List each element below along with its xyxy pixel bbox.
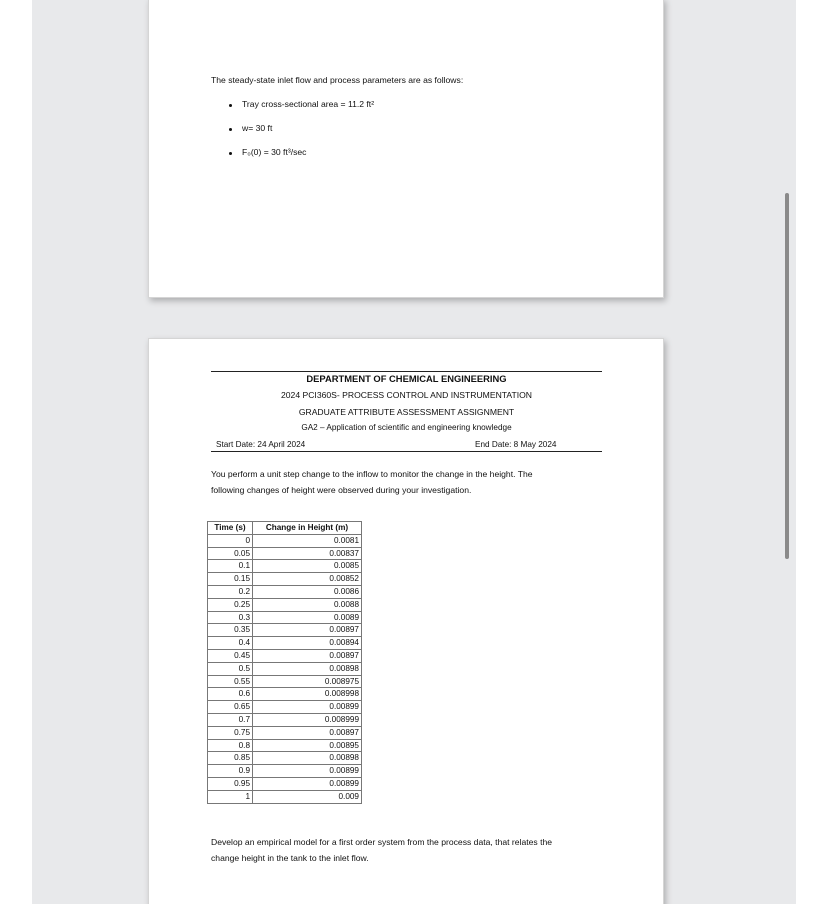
document-viewer[interactable] [32, 0, 796, 904]
height-cell: 0.00894 [253, 637, 362, 650]
paragraph-line: Develop an empirical model for a first order system from the process data, that relates the [211, 837, 553, 847]
height-cell: 0.0081 [253, 534, 362, 547]
time-cell: 0.05 [208, 547, 253, 560]
time-cell: 0.1 [208, 560, 253, 573]
time-column-header: Time (s) [208, 522, 253, 535]
time-cell: 0.75 [208, 726, 253, 739]
document-page-2 [148, 338, 664, 904]
vertical-scrollbar[interactable] [785, 193, 789, 559]
table-row [208, 573, 362, 586]
paragraph-line: You perform a unit step change to the inflow to monitor the change in the height. The [211, 469, 533, 479]
end-date: End Date: 8 May 2024 [475, 440, 557, 449]
table-row [208, 560, 362, 573]
bullet-item: w= 30 ft [242, 123, 273, 133]
table-row [208, 713, 362, 726]
table-row [208, 765, 362, 778]
time-cell: 0.2 [208, 585, 253, 598]
time-cell: 0 [208, 534, 253, 547]
time-cell: 0.35 [208, 624, 253, 637]
height-cell: 0.00899 [253, 701, 362, 714]
time-cell: 0.8 [208, 739, 253, 752]
table-row [208, 547, 362, 560]
time-cell: 0.45 [208, 649, 253, 662]
time-cell: 1 [208, 790, 253, 803]
height-cell: 0.0085 [253, 560, 362, 573]
bullet-icon [229, 152, 232, 155]
height-cell: 0.00837 [253, 547, 362, 560]
height-cell: 0.0089 [253, 611, 362, 624]
height-cell: 0.0088 [253, 598, 362, 611]
table-row [208, 777, 362, 790]
table-row [208, 611, 362, 624]
time-cell: 0.9 [208, 765, 253, 778]
height-cell: 0.0086 [253, 585, 362, 598]
time-cell: 0.4 [208, 637, 253, 650]
height-cell: 0.00897 [253, 649, 362, 662]
table-row [208, 688, 362, 701]
time-cell: 0.65 [208, 701, 253, 714]
table-row [208, 585, 362, 598]
header-bottom-rule [211, 451, 602, 452]
table-header-row [208, 522, 362, 535]
paragraph-line: change height in the tank to the inlet flow. [211, 853, 369, 863]
height-cell: 0.008999 [253, 713, 362, 726]
height-cell: 0.00898 [253, 752, 362, 765]
bullet-icon [229, 128, 232, 131]
table-row [208, 675, 362, 688]
table-row [208, 701, 362, 714]
height-data-table [207, 521, 362, 804]
height-cell: 0.00897 [253, 624, 362, 637]
time-cell: 0.3 [208, 611, 253, 624]
course-title: 2024 PCI360S- PROCESS CONTROL AND INSTRUMENTATION [280, 390, 533, 400]
table-row [208, 790, 362, 803]
time-cell: 0.25 [208, 598, 253, 611]
bullet-item: Tray cross-sectional area = 11.2 ft² [242, 99, 375, 109]
time-cell: 0.55 [208, 675, 253, 688]
height-cell: 0.008975 [253, 675, 362, 688]
time-cell: 0.15 [208, 573, 253, 586]
height-column-header: Change in Height (m) [253, 522, 362, 535]
height-cell: 0.00897 [253, 726, 362, 739]
height-cell: 0.00895 [253, 739, 362, 752]
assignment-title: GRADUATE ATTRIBUTE ASSESSMENT ASSIGNMENT [298, 407, 515, 417]
height-cell: 0.00899 [253, 765, 362, 778]
table-row [208, 624, 362, 637]
table-row [208, 739, 362, 752]
table-row [208, 598, 362, 611]
height-cell: 0.00898 [253, 662, 362, 675]
height-cell: 0.00899 [253, 777, 362, 790]
start-date: Start Date: 24 April 2024 [216, 440, 306, 449]
time-cell: 0.85 [208, 752, 253, 765]
parameters-intro: The steady-state inlet flow and process parameters are as follows: [211, 75, 464, 85]
bullet-item: F₀(0) = 30 ft³/sec [242, 147, 307, 157]
table-row [208, 726, 362, 739]
time-cell: 0.6 [208, 688, 253, 701]
time-cell: 0.7 [208, 713, 253, 726]
document-page-1 [148, 0, 664, 298]
bullet-icon [229, 104, 232, 107]
table-row [208, 662, 362, 675]
table-row [208, 637, 362, 650]
height-cell: 0.009 [253, 790, 362, 803]
graduate-attribute: GA2 – Application of scientific and engineering knowledge [301, 423, 512, 432]
height-cell: 0.008998 [253, 688, 362, 701]
table-row [208, 534, 362, 547]
header-top-rule [211, 371, 602, 372]
height-cell: 0.00852 [253, 573, 362, 586]
table-row [208, 752, 362, 765]
table-row [208, 649, 362, 662]
time-cell: 0.95 [208, 777, 253, 790]
paragraph-line: following changes of height were observed during your investigation. [211, 485, 472, 495]
department-title: DEPARTMENT OF CHEMICAL ENGINEERING [306, 373, 507, 384]
time-cell: 0.5 [208, 662, 253, 675]
